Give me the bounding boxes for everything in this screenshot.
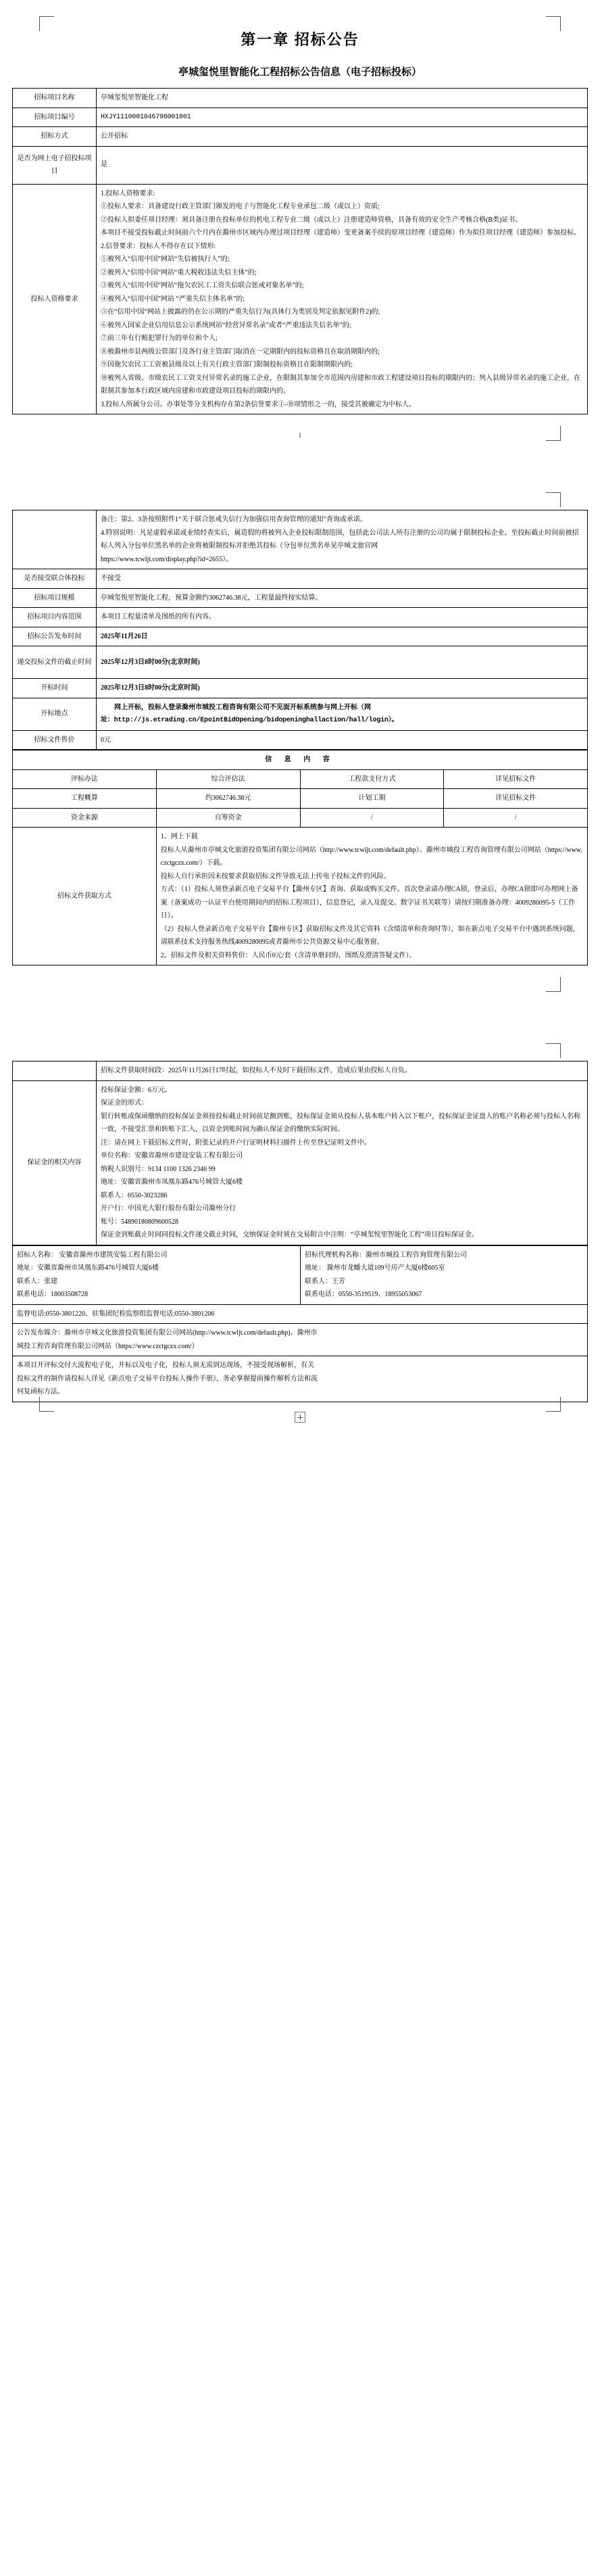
qualification-line: ⑦前三年有行贿犯罪行为的单位和个人; bbox=[101, 335, 218, 342]
publish-media bbox=[13, 1324, 588, 1356]
guarantee-bank: 开户行：中国光大银行股份有限公司滁州分行 bbox=[101, 1205, 236, 1212]
value-open-place bbox=[97, 698, 588, 730]
acquire-line: 投标人从滁州市亭城文化旅游投资集团有限公司网站（http://www.tcwljt.com/default.php）、滁州市城投工程咨询管理有限公司网站（https://www.czctgczx.com/）下载。 bbox=[160, 846, 582, 867]
crop-mark-top-left bbox=[39, 16, 54, 31]
label-joint-bid: 是否接受联合体投标 bbox=[13, 569, 97, 589]
value-acquire-deadline: 招标文件获取时间段：2025年11月26日17时起，如投标人不及时下载招标文件，造成后果由投标人自负。 bbox=[97, 1062, 588, 1081]
details-table bbox=[12, 510, 588, 750]
page-number bbox=[12, 965, 588, 1003]
label-project-scope: 招标项目内容范围 bbox=[13, 608, 97, 627]
acquire-line: 投标人自行承担因未按要求获取招标文件导致无法上传电子投标文件的风险。 bbox=[160, 872, 391, 880]
label-acquire-method: 招标文件获取方式 bbox=[13, 828, 157, 965]
contact-right bbox=[301, 1245, 588, 1304]
value-doc-price: 0元 bbox=[97, 730, 588, 750]
table-row bbox=[13, 679, 588, 698]
info-cell-c2: 自筹资金 bbox=[156, 808, 300, 828]
supervise-phone: 监督电话:0550-3801220、驻集团纪检监察组监督电话:0550-3801206 bbox=[13, 1304, 588, 1324]
qualification-line: ②投标人拟委任项目经理：须具备注册在投标单位的机电工程专业二级（或以上）注册建造师资格，具备有效的安全生产考核合格(B类)证书。 bbox=[101, 216, 522, 224]
value-qualification bbox=[97, 184, 588, 414]
label-qualification: 投标人资格要求 bbox=[13, 184, 97, 414]
qualification-line: https://www.tcwljt.com/display.php?id=2655）。 bbox=[101, 555, 233, 563]
tenderer-contact: 联系人：张建 bbox=[17, 1277, 57, 1285]
page-top-spacer bbox=[12, 1003, 588, 1061]
label-submit-deadline: 递交投标文件的截止时间 bbox=[13, 646, 97, 679]
qualification-line: 3.投标人所属分公司、办事处等分支机构存在第2条信誉要求①-⑩项情形之一的，接受其被确定为中标人。 bbox=[101, 400, 416, 408]
value-submit-deadline: 2025年12月3日8时00分(北京时间) bbox=[97, 646, 588, 679]
value-is-online: 是 bbox=[97, 146, 588, 184]
crop-mark-bottom-right bbox=[546, 1397, 561, 1412]
crop-mark-bottom-right bbox=[546, 977, 561, 992]
guarantee-amount: 投标保证金额：6万元。 bbox=[101, 1086, 172, 1094]
value-joint-bid: 不接受 bbox=[97, 569, 588, 589]
value-bid-method: 公开招标 bbox=[97, 127, 588, 147]
table-row-section-heading bbox=[13, 750, 588, 770]
qualification-line: ④被列入“信用中国”网站 “严重失信主体名单”的; bbox=[101, 295, 245, 303]
info-cell-c3: 工程款支付方式 bbox=[300, 769, 444, 789]
document-subtitle: 亭城玺悦里智能化工程招标公告信息（电子招标投标） bbox=[178, 67, 422, 78]
guarantee-unit-value: 安徽省滁州市建设安装工程有限公司 bbox=[134, 1152, 243, 1160]
qualification-line: ⑤在“信用中国”网站上披露的仍在公示期的严重失信行为(具体行为类别及判定依据见附件2)的; bbox=[101, 308, 380, 316]
table-row bbox=[13, 1062, 588, 1081]
agency-address: 地址： 滁州市龙蟠大道109号房产大厦6楼605室 bbox=[305, 1264, 445, 1272]
qualification-line: ①投标人要求：具备建设行政主管部门颁发的电子与智能化工程专业承包二级（或以上）资质; bbox=[101, 203, 380, 210]
table-row bbox=[13, 1356, 588, 1402]
table-row-contacts bbox=[13, 1245, 588, 1304]
guarantee-format: 保证金的形式： bbox=[101, 1099, 148, 1107]
guarantee-unit-label: 单位名称： bbox=[101, 1152, 134, 1160]
contacts-table bbox=[12, 1245, 588, 1402]
qualification-line: 1.投标人资格要求: bbox=[101, 189, 155, 197]
contact-left bbox=[13, 1245, 301, 1304]
tail-line: 何复函标方法。 bbox=[17, 1388, 64, 1396]
table-row bbox=[13, 608, 588, 627]
qualification-line: 本项目不接受投标截止时间前六个月内在滁州市区域内办理过项目经理（建造师）变更备案手续的原项目经理（建造师）作为拟任项目经理（建造师）参加投标。 bbox=[101, 229, 580, 237]
info-cell-c4: 详见招标文件 bbox=[444, 769, 588, 789]
tail-line: 本项目开评标交付大流程电子化，开标以及电子化，投标人须无需到达现场，不接受现场解析，有关 bbox=[17, 1362, 314, 1369]
qualification-line: ⑧被滁州市县两级公管部门及各行业主管部门取消在一定期限内的投标资格且在取消期限内的; bbox=[101, 348, 380, 356]
table-row bbox=[13, 1324, 588, 1356]
value-project-code: HXJY1110001046796001001 bbox=[97, 108, 588, 127]
table-row bbox=[13, 646, 588, 679]
publish-media-line: 公告发布媒介：滁州市亭城文化旅游投资集团有限公司网站(http://www.tcwljt.com/default.php)、滁州市 bbox=[17, 1329, 318, 1337]
page-3 bbox=[0, 1003, 600, 1423]
table-row bbox=[13, 569, 588, 589]
page-1 bbox=[0, 0, 600, 452]
acquire-line: 1、网上下载 bbox=[160, 833, 198, 840]
table-row bbox=[13, 146, 588, 184]
add-page-button[interactable] bbox=[295, 1412, 305, 1423]
qualification-line: ⑩被列入省级、市级农民工工资支付异常名录的施工企业，在限制其参加全市范围内房建和市政工程建设项目投标的期限内的；列入县级异常名录的施工企业，在限制其参加本行政区域内房建和市政建设项目投标的期限内的。 bbox=[101, 374, 580, 395]
crop-mark-top-right bbox=[546, 492, 561, 507]
value-qualification-continued bbox=[97, 510, 588, 569]
agency-tel: 联系电话：0550-3519519、18955053067 bbox=[305, 1291, 422, 1298]
value-project-scope: 本项目工程量清单及图纸的所有内容。 bbox=[97, 608, 588, 627]
qualification-line: 2.信誉要求：投标人不得存在以下情形: bbox=[101, 242, 216, 250]
open-place-line: 网上开标，投标人登录滁州市城投工程咨询有限公司不见面开标系统参与网上开标（网 bbox=[114, 703, 371, 711]
table-row-qualification-cont bbox=[13, 510, 588, 569]
chapter-title: 第一章 招标公告 bbox=[241, 31, 359, 48]
value-project-scale: 亭城玺悦里智能化工程，预算金额约3062746.38元，工程量最终按实结算。 bbox=[97, 588, 588, 608]
info-cell-c1: 评标办法 bbox=[13, 769, 157, 789]
qualification-line: 备注：第2、3条按照附件1“关于联合惩戒失信行为加强信用查询管理的通知”查询或承诺。 bbox=[101, 516, 367, 523]
info-cell-c3: 计划工期 bbox=[300, 789, 444, 809]
info-cell-c3: / bbox=[300, 808, 444, 828]
table-row bbox=[13, 789, 588, 809]
tenderer-name: 招标人名称： 安徽省滁州市建筑安装工程有限公司 bbox=[17, 1251, 168, 1259]
page-2 bbox=[0, 452, 600, 1003]
guarantee-line: 银行转账或保函缴纳的投标保证金须按投标截止时间前足额到账，投标保证金须从投标人基本账户转入以下账户，投标保证金证盘人的账户名称必须与投标人名称一致，不接受汇票和转账下汇入，以资金到账时间为确认保证金的缴纳实际时间。 bbox=[101, 1112, 580, 1133]
info-section-heading: 信 息 内 容 bbox=[13, 750, 588, 770]
info-cell-c2: 综合评估法 bbox=[156, 769, 300, 789]
label-is-online: 是否为网上电子招投标项目 bbox=[13, 146, 97, 184]
info-cell-c2: 约3062746.38元 bbox=[156, 789, 300, 809]
table-row bbox=[13, 89, 588, 108]
value-open-time: 2025年12月3日8时00分(北京时间) bbox=[97, 679, 588, 698]
label-project-name: 招标项目名称 bbox=[13, 89, 97, 108]
page-number: 1 bbox=[298, 432, 302, 439]
qualification-line: ③被列入“信用中国”网站“拖欠农民工工资失信联合惩戒对象名单”的; bbox=[101, 282, 304, 289]
basic-info-table bbox=[12, 88, 588, 414]
guarantee-line: 注：请在网上下载招标文件时，附张记录的开户行证明材料扫描件上传至登记证明文件中。 bbox=[101, 1139, 371, 1147]
acquire-line: （2）投标人登录新点电子交易平台【滁州专区】获取招标文件及其它资料（含绩清单和查询时等），如在新点电子交易平台中遇到系统问题，请联系技术支持服务热线4009280095或者滁州市公共资源交易中心服务窗。 bbox=[160, 925, 580, 946]
info-content-table bbox=[12, 750, 588, 965]
table-row bbox=[13, 1304, 588, 1324]
guarantee-address: 地址：安徽省滁州市凤凰东路476号城管大厦6楼 bbox=[101, 1178, 243, 1186]
table-row bbox=[13, 108, 588, 127]
acquire-line: 方式：（1）投标人须登录新点电子交易平台【滁州专区】查询、获取或购买文件。首次登录请办理CA锁，登录后，办理CA锁即可办理网上备案（备案成功一认证平台使用期间内的招标工程项目），信息登记，录入及提交、数字证书关联等）请按归期准备办理：4009280095-5（工作日）。 bbox=[160, 886, 578, 920]
open-place-url: 址：http://js.etrading.cn/EpointBidOpening/bidopeninghallaction/hall/login）。 bbox=[101, 717, 399, 724]
guarantee-table bbox=[12, 1061, 588, 1245]
table-row-qualification bbox=[13, 184, 588, 414]
label-bid-method: 招标方式 bbox=[13, 127, 97, 147]
crop-mark-bottom-left bbox=[39, 1397, 54, 1412]
label-acquire-deadline-spacer bbox=[13, 1062, 97, 1081]
label-publish-time: 招标公告发布时间 bbox=[13, 627, 97, 646]
info-cell-c1: 资金来源 bbox=[13, 808, 157, 828]
table-row bbox=[13, 698, 588, 730]
acquire-line: 2、招标文件及相关资料售价：人民币0元/套（含清单册封的、图纸及澄清答疑文件）。 bbox=[160, 951, 416, 959]
table-row bbox=[13, 127, 588, 147]
value-project-name: 亭城玺悦里智能化工程 bbox=[97, 89, 588, 108]
label-project-code: 招标项目编号 bbox=[13, 108, 97, 127]
agency-contact: 联系人：王芳 bbox=[305, 1277, 345, 1285]
guarantee-note: 保证金到账截止时间同投标文件递交截止时间，交纳保证金时须在交易附言中注明：“亭城玺悦里智能化工程”项目投标保证金。 bbox=[101, 1231, 478, 1239]
value-acquire-method bbox=[156, 828, 587, 965]
label-qualification-continued bbox=[13, 510, 97, 569]
table-row bbox=[13, 627, 588, 646]
tail-line: 投标文件的制作请投标人详见《新点电子交易平台投标人操作手册》，务必掌握提前操作解析方法和流 bbox=[17, 1375, 318, 1383]
table-row bbox=[13, 588, 588, 608]
page-top-spacer bbox=[12, 452, 588, 510]
info-cell-c4: 详见招标文件 bbox=[444, 789, 588, 809]
agency-name: 招标代理机构名称：滁州市城投工程咨询管理有限公司 bbox=[305, 1251, 467, 1259]
label-doc-price: 招标文件售价 bbox=[13, 730, 97, 750]
table-row bbox=[13, 769, 588, 789]
value-guarantee bbox=[97, 1080, 588, 1245]
guarantee-account: 账号：54890180809600528 bbox=[101, 1218, 178, 1226]
guarantee-tax-no: 纳税人识别号：9134 1100 1326 2346 99 bbox=[101, 1165, 216, 1173]
label-project-scale: 招标项目规模 bbox=[13, 588, 97, 608]
guarantee-phone: 联系人：0550-3023286 bbox=[101, 1191, 168, 1199]
crop-mark-top-right bbox=[546, 16, 561, 31]
qualification-line: ②被列入“信用中国”网站“重大税收违法失信主体”的; bbox=[101, 268, 257, 277]
table-row-acquire bbox=[13, 828, 588, 965]
value-publish-time: 2025年11月26日 bbox=[97, 627, 588, 646]
label-open-place: 开标地点 bbox=[13, 698, 97, 730]
qualification-line: ⑨因拖欠农民工工资被县级及以上有关行政主管部门限制投标资格且在限制期限内的; bbox=[101, 361, 353, 368]
qualification-line: ①被列入“信用中国”网站“失信被执行人”的; bbox=[101, 256, 230, 263]
info-cell-c4: / bbox=[444, 808, 588, 828]
guarantee-unit-name bbox=[101, 1149, 583, 1163]
table-row bbox=[13, 730, 588, 750]
publish-media-line: 城投工程咨询管理有限公司网站（https://www.czctgczx.com/） bbox=[17, 1342, 199, 1350]
tenderer-tel: 联系电话：18003508728 bbox=[17, 1291, 88, 1298]
info-cell-c1: 工程概算 bbox=[13, 789, 157, 809]
crop-mark-bottom-right bbox=[546, 426, 561, 441]
label-guarantee: 保证金的相关内容 bbox=[13, 1080, 97, 1245]
crop-mark-top-right bbox=[546, 1043, 561, 1058]
tenderer-address: 地址：安徽省滁州市凤凰东路476号城管大厦6楼 bbox=[17, 1264, 159, 1272]
table-row bbox=[13, 808, 588, 828]
table-row-guarantee bbox=[13, 1080, 588, 1245]
label-open-time: 开标时间 bbox=[13, 679, 97, 698]
qualification-line: ⑥被列入国家企业信用信息公示系统网站“经营异常名录”或者“严重违法失信名单”的; bbox=[101, 321, 351, 329]
tail-note bbox=[13, 1356, 588, 1402]
qualification-line: 4.特别说明：凡是虚假承诺或业绩经查实后，属造假的将被列入企业投标限制范围，包括此公司法人所有注册的公司均属于限制投标企业。至投标截止时间前被招标人列入分包单位黑名单的企业将被限制投标并拒绝其投标（分包单位黑名单见亭城文旅官网 bbox=[101, 529, 579, 550]
